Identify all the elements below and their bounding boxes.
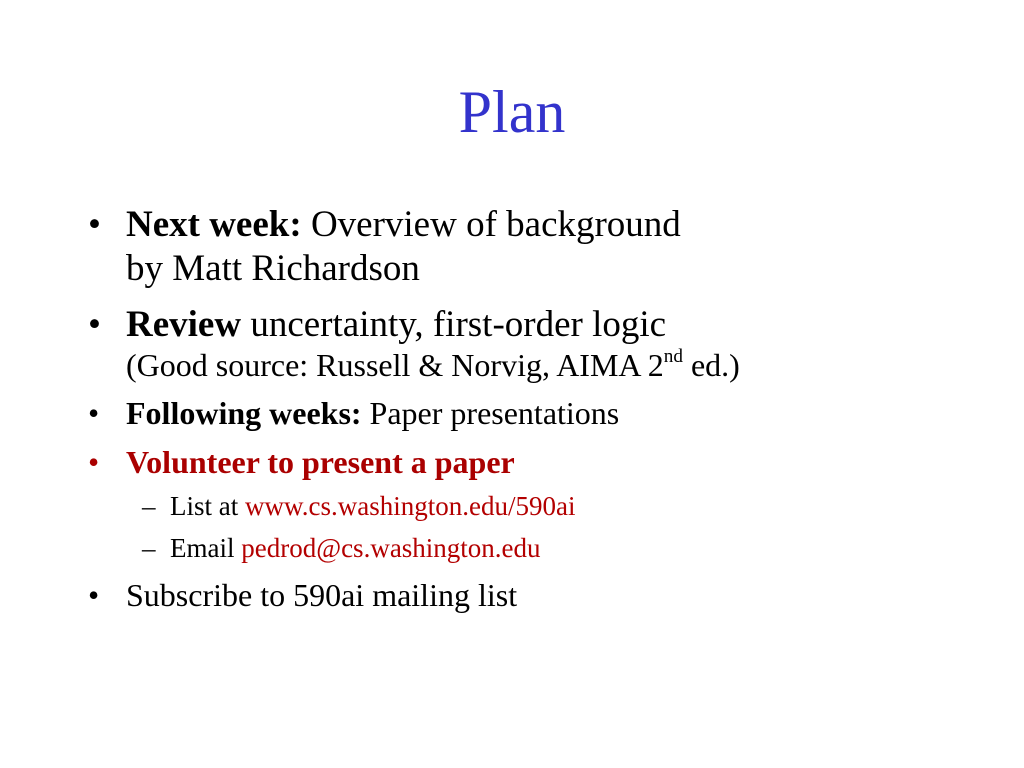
sub-bullet-email [126,530,988,566]
bullet-subscribe [88,575,988,615]
bullet-continuation: by Matt Richardson [126,248,420,289]
bullet-list [88,203,988,615]
bullet-text: Subscribe to 590ai mailing list [126,577,518,613]
bullet-source-note [126,347,988,383]
email-link[interactable]: pedrod@cs.washington.edu [241,533,541,563]
bullet-bold-label: Following weeks: [126,395,362,431]
sub-bullet-prefix: List at [170,491,245,521]
bullet-next-week [88,203,988,291]
dash-icon: – [142,491,156,521]
bullet-dot-icon: • [88,304,101,345]
bullet-volunteer [88,442,988,566]
bullet-dot-icon: • [88,577,100,613]
bullet-text: Overview of background [301,204,681,245]
bullet-bold-label: Next week: [126,204,302,245]
sub-bullet-prefix: Email [170,533,242,563]
bullet-bold-label: Review [126,304,242,345]
bullet-review [88,303,988,383]
bullet-bold-label: Volunteer to present a paper [126,444,515,480]
source-note-superscript: nd [663,346,683,368]
bullet-dot-icon: • [88,395,100,431]
bullet-dot-icon: • [88,204,101,245]
bullet-dot-icon: • [88,444,100,480]
bullet-text: uncertainty, first-order logic [241,304,667,345]
sub-bullet-list-at [126,488,988,524]
bullet-text: Paper presentations [361,395,620,431]
source-note-text: (Good source: Russell & Norvig, AIMA 2 [126,347,664,383]
sub-bullet-list [126,488,988,566]
slide-title: Plan [458,79,566,145]
course-url-link[interactable]: www.cs.washington.edu/590ai [245,491,576,521]
bullet-following-weeks [88,393,988,433]
dash-icon: – [142,533,156,563]
source-note-suffix: ed.) [682,347,740,383]
